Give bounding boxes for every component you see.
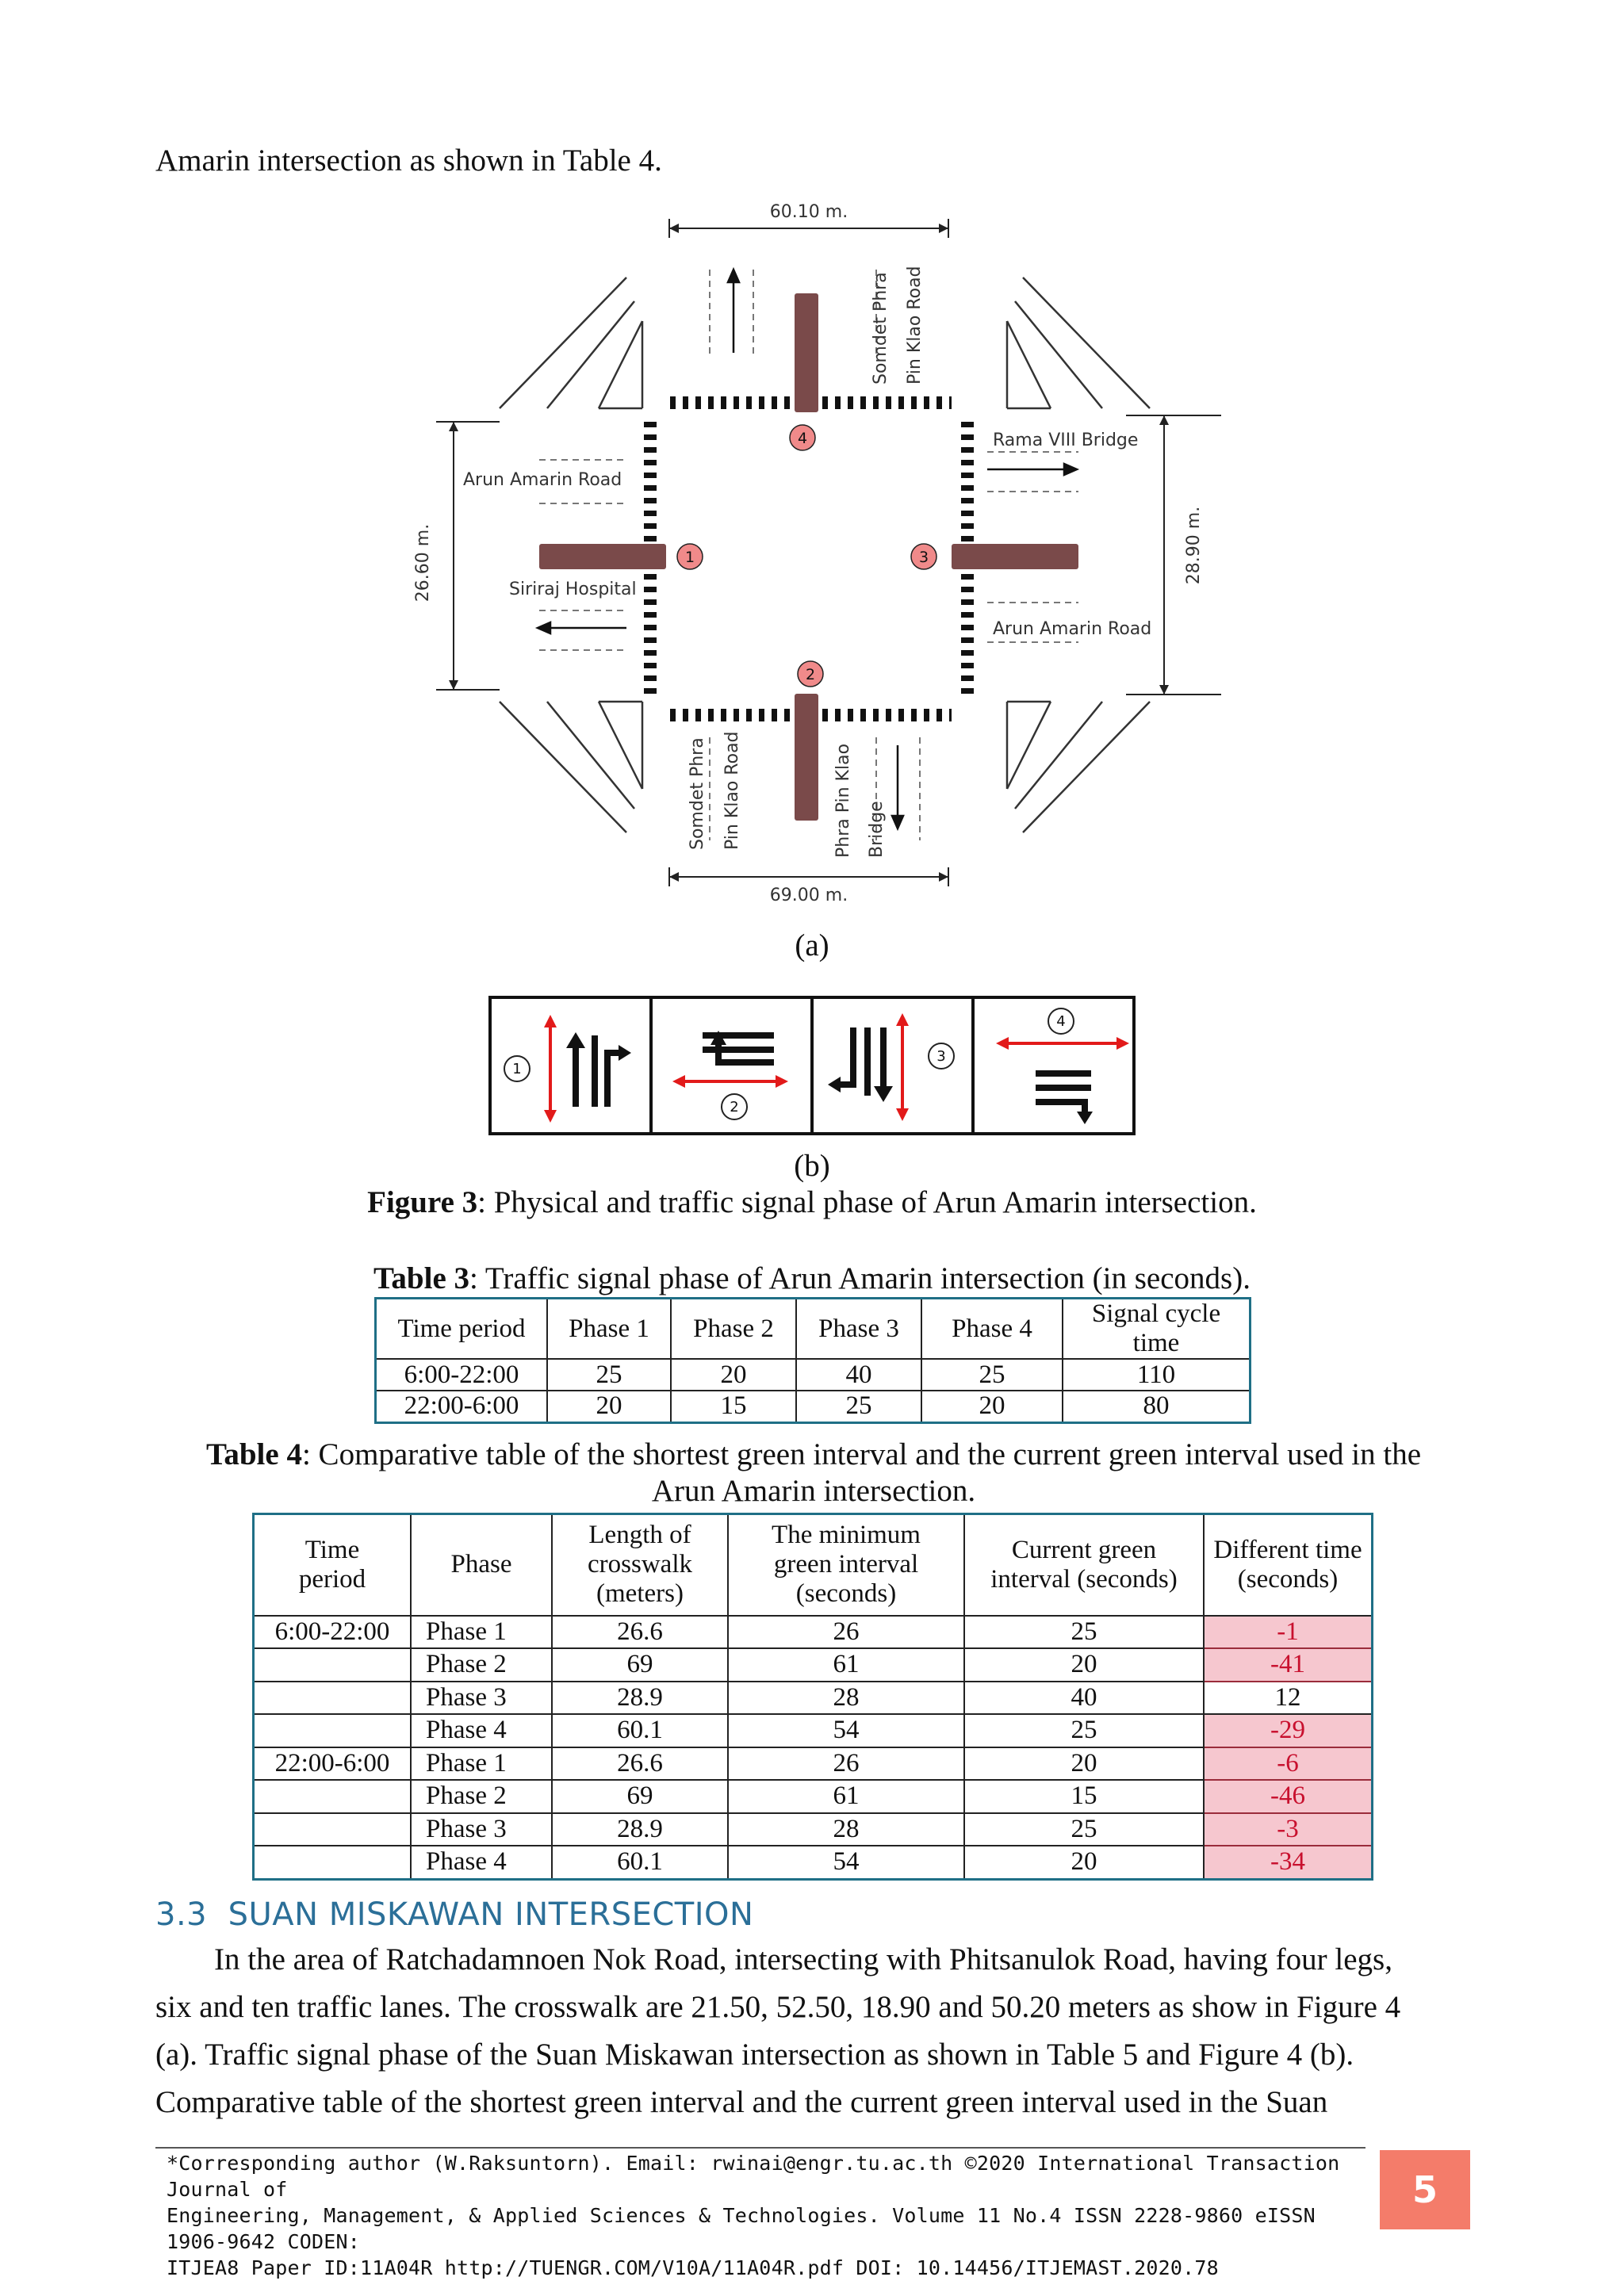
table-4-cell: 54 [728,1714,964,1747]
road-label-siriraj: Siriraj Hospital [509,580,637,599]
table-4-cell-negative: -1 [1204,1616,1373,1649]
footer-divider [155,2147,1365,2149]
table-4-cell [254,1648,412,1682]
table-3-cell: 20 [671,1359,796,1391]
footer-text [167,2150,1364,2281]
table-4-cell: 20 [964,1747,1204,1781]
table-row [254,1616,1373,1649]
table-4-cell [254,1780,412,1813]
table-row [376,1391,1251,1422]
table-4-header-current: Current green interval (seconds) [964,1514,1204,1616]
table-4-header-phase: Phase [411,1514,552,1616]
road-label-north-1: Somdet Phra [871,272,891,385]
paragraph-line-1: In the area of Ratchadamnoen Nok Road, intersecting with Phitsanulok Road, having four legs, [214,1942,1392,1976]
table-4-cell: 20 [964,1846,1204,1879]
table-3-cell: 25 [547,1359,671,1391]
paragraph-line-3: (a). Traffic signal phase of the Suan Miskawan intersection as shown in Table 5 and Figure 4 (b). [155,2038,1354,2072]
table-3-header: Phase 1 [547,1299,671,1360]
table-4-caption-label: Table 4 [205,1437,302,1471]
table-4-cell: Phase 2 [411,1648,552,1682]
table-4-cell [254,1813,412,1846]
table-4-cell: 26.6 [552,1616,728,1649]
section-body [155,1936,1470,2126]
table-4-cell-negative: -34 [1204,1846,1373,1879]
road-label-south-2b: Bridge [867,801,887,858]
table-3-cell: 6:00-22:00 [376,1359,548,1391]
page-number-badge: 5 [1380,2150,1470,2229]
signal-phase-diagram [488,996,1136,1135]
phase-2-number: 2 [805,666,816,683]
table-3-header: Time period [376,1299,548,1360]
table-3 [374,1297,1251,1424]
table-4-cell: 61 [728,1648,964,1682]
table-4-cell: 40 [964,1682,1204,1715]
table-row [254,1648,1373,1682]
table-4-header-minimum: The minimum green interval (seconds) [728,1514,964,1616]
phase-1-number: 1 [684,549,695,566]
table-4-cell: 69 [552,1780,728,1813]
table-4-cell [254,1846,412,1879]
table-4-cell-negative: -41 [1204,1648,1373,1682]
table-3-cell: 110 [1063,1359,1251,1391]
road-label-north-2: Pin Klao Road [905,266,925,385]
road-label-arun-amarin-east: Arun Amarin Road [993,619,1152,639]
table-4-cell: 28 [728,1813,964,1846]
table-3-header: Signal cycle time [1063,1299,1251,1360]
table-4-cell: Phase 2 [411,1780,552,1813]
table-3-header: Phase 3 [796,1299,921,1360]
right-dimension-label: 28.90 m. [1184,506,1204,585]
phase-3-number: 3 [918,549,929,566]
table-4-cell: 26.6 [552,1747,728,1781]
left-dimension-label: 26.60 m. [413,523,433,603]
section-number: 3.3 [155,1896,208,1933]
table-4-cell-negative: -46 [1204,1780,1373,1813]
paragraph-line-4: Comparative table of the shortest green interval and the current green interval used in the Suan [155,2085,1328,2119]
table-3-cell: 15 [671,1391,796,1422]
footer-line-1: *Corresponding author (W.Raksuntorn). Email: rwinai@engr.tu.ac.th ©2020 International Transaction Journal of [167,2152,1340,2201]
table-4-cell: 54 [728,1846,964,1879]
phase-2-box-number: 2 [730,1099,739,1115]
table-4-cell [254,1682,412,1715]
phase-1-box-number: 1 [512,1061,522,1077]
table-4-cell: 61 [728,1780,964,1813]
figure-3-caption-text: : Physical and traffic signal phase of Arun Amarin intersection. [477,1185,1257,1219]
table-4-cell: Phase 1 [411,1616,552,1649]
bottom-dimension-label: 69.00 m. [769,886,848,905]
table-4-caption [155,1437,1472,1510]
table-4-cell-negative: -6 [1204,1747,1373,1781]
table-row [254,1846,1373,1879]
table-4-cell: Phase 4 [411,1714,552,1747]
table-4-header-length: Length of crosswalk (meters) [552,1514,728,1616]
table-3-caption-text: : Traffic signal phase of Arun Amarin intersection (in seconds). [469,1261,1251,1295]
figure-3-caption-label: Figure 3 [367,1185,478,1219]
section-title: SUAN MISKAWAN INTERSECTION [228,1896,754,1933]
table-4-cell: 60.1 [552,1714,728,1747]
table-4-cell [254,1714,412,1747]
paragraph-line-2: six and ten traffic lanes. The crosswalk are 21.50, 52.50, 18.90 and 50.20 meters as show in Figure 4 [155,1990,1401,2024]
table-4-cell: 15 [964,1780,1204,1813]
table-4-cell: 12 [1204,1682,1373,1715]
table-row [376,1359,1251,1391]
table-3-caption-label: Table 3 [373,1261,470,1295]
table-4-cell: 22:00-6:00 [254,1747,412,1781]
table-4-cell: Phase 1 [411,1747,552,1781]
table-4-cell: 28.9 [552,1813,728,1846]
road-label-south-1a: Somdet Phra [688,737,707,850]
table-4-cell: 26 [728,1747,964,1781]
table-4-cell: 25 [964,1813,1204,1846]
phase-3-box-number: 3 [936,1048,946,1065]
section-heading [155,1896,753,1933]
table-4-cell: 28.9 [552,1682,728,1715]
table-row [254,1682,1373,1715]
table-3-header: Phase 2 [671,1299,796,1360]
phase-4-number: 4 [797,430,808,447]
table-3-cell: 80 [1063,1391,1251,1422]
table-row [254,1780,1373,1813]
footer-line-3: ITJEA8 Paper ID:11A04R http://TUENGR.COM/V10A/11A04R.pdf DOI: 10.14456/ITJEMAST.2020.78 [167,2256,1219,2279]
table-3-cell: 22:00-6:00 [376,1391,548,1422]
table-3-cell: 20 [547,1391,671,1422]
table-4-cell: Phase 3 [411,1813,552,1846]
table-4-cell: 69 [552,1648,728,1682]
intersection-diagram [396,190,1253,920]
table-3-cell: 25 [796,1391,921,1422]
table-3-cell: 20 [921,1391,1063,1422]
table-4-caption-line1: : Comparative table of the shortest green interval and the current green interval used in the [301,1437,1422,1471]
table-4-cell: 25 [964,1616,1204,1649]
table-3-caption [0,1261,1624,1296]
phase-4-box-number: 4 [1056,1013,1066,1030]
table-4-cell: Phase 3 [411,1682,552,1715]
table-4-cell: Phase 4 [411,1846,552,1879]
table-4-cell-negative: -3 [1204,1813,1373,1846]
figure-3-caption [0,1184,1624,1220]
road-label-south-1b: Pin Klao Road [722,731,742,850]
road-label-south-2a: Phra Pin Klao [833,743,853,858]
intro-line: Amarin intersection as shown in Table 4. [155,144,662,178]
table-4-cell-negative: -29 [1204,1714,1373,1747]
table-4-cell: 60.1 [552,1846,728,1879]
table-3-cell: 40 [796,1359,921,1391]
road-label-arun-amarin-west: Arun Amarin Road [463,470,622,490]
table-row [254,1747,1373,1781]
top-dimension-label: 60.10 m. [769,202,848,222]
figure-label-a: (a) [795,928,829,962]
table-4-caption-line2: Arun Amarin intersection. [651,1474,976,1508]
table-4 [252,1513,1373,1881]
table-4-cell: 20 [964,1648,1204,1682]
table-3-header: Phase 4 [921,1299,1063,1360]
footer-line-2: Engineering, Management, & Applied Sciences & Technologies. Volume 11 No.4 ISSN 2228-9860 eISSN 1906-9642 CODEN: [167,2204,1316,2253]
table-4-header-difference: Different time (seconds) [1204,1514,1373,1616]
road-label-rama-viii: Rama VIII Bridge [993,430,1139,450]
figure-label-b: (b) [794,1149,830,1183]
table-row [254,1714,1373,1747]
table-4-cell: 6:00-22:00 [254,1616,412,1649]
table-4-header-time: Time period [254,1514,412,1616]
table-4-cell: 28 [728,1682,964,1715]
table-3-cell: 25 [921,1359,1063,1391]
table-4-cell: 25 [964,1714,1204,1747]
table-row [254,1813,1373,1846]
table-4-cell: 26 [728,1616,964,1649]
